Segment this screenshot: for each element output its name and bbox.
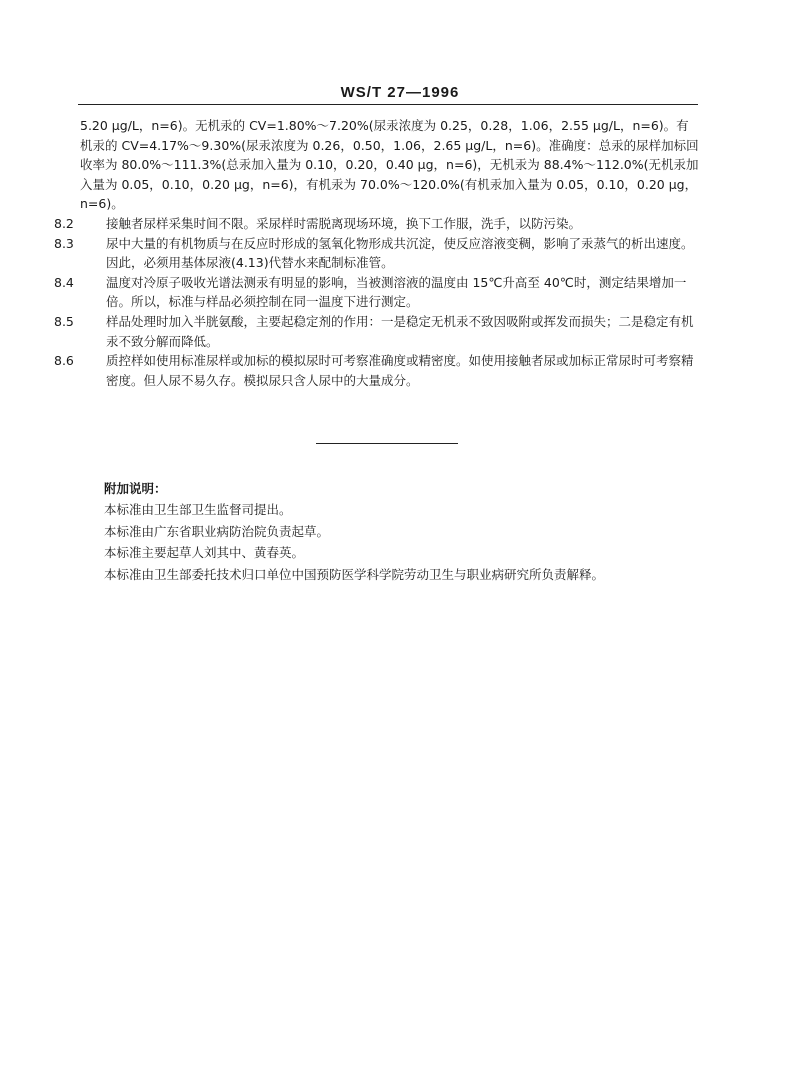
notes-line: 本标准由卫生部委托技术归口单位中国预防医学科学院劳动卫生与职业病研究所负责解释。 [104,566,605,582]
section-text: 样品处理时加入半胱氨酸，主要起稳定剂的作用：一是稳定无机汞不致因吸附或挥发而损失；二是稳定有机汞不致分解而降低。 [106,313,694,349]
section-number: 8.3 [54,235,74,251]
notes-line: 本标准由卫生部卫生监督司提出。 [104,502,292,518]
section-number: 8.4 [54,274,74,290]
section-text: 温度对冷原子吸收光谱法测汞有明显的影响，当被测溶液的温度由 15℃升高至 40℃时，测定结果增加一倍。所以，标准与样品必须控制在同一温度下进行测定。 [106,274,687,310]
section-8-6 [54,351,700,390]
section-number: 8.6 [54,353,74,369]
header-rule [78,104,698,105]
section-text: 接触者尿样采集时间不限。采尿样时需脱离现场环境，换下工作服，洗手，以防污染。 [106,215,582,231]
document-body [54,116,700,390]
notes-line: 本标准主要起草人刘其中、黄春英。 [104,545,305,561]
continuation-paragraph: 5.20 μg/L，n=6)。无机汞的 CV=1.80%～7.20%(尿汞浓度为 0.25，0.28，1.06，2.55 μg/L，n=6)。有机汞的 CV=4.17%～9.30%(尿汞浓度为 0.26，0.50，1.06，2.65 μg/L，n=6)。准确度：总汞的尿样加标回收率为 80.0%～111.3%(总汞加入量为 0.10，0.20，0.40 μg，n=6)，无机汞为 88.4%～112.0%(无机汞加入量为 0.05，0.10，0.20 μg，n=6)，有机汞为 70.0%～120.0%(有机汞加入量为 0.05，0.10，0.20 μg，n=6)。 [80,118,699,212]
section-text: 质控样如使用标准尿样或加标的模拟尿时可考察准确度或精密度。如使用接触者尿或加标正常尿时可考察精密度。但人尿不易久存。模拟尿只含人尿中的大量成分。 [106,353,694,388]
section-8-3 [54,234,700,273]
notes-title: 附加说明： [104,481,167,496]
end-divider [316,443,458,444]
section-number: 8.2 [54,215,74,231]
additional-notes [104,478,704,585]
section-text: 尿中大量的有机物质与在反应时形成的氢氧化物形成共沉淀，使反应溶液变稠，影响了汞蒸气的析出速度。因此，必须用基体尿液(4.13)代替水来配制标准管。 [106,235,694,271]
section-8-4 [54,273,700,312]
section-8-2 [54,214,700,234]
standard-code-header: WS/T 27—1996 [340,84,460,101]
section-8-5 [54,312,700,351]
section-number: 8.5 [54,313,74,329]
notes-line: 本标准由广东省职业病防治院负责起草。 [104,523,330,539]
